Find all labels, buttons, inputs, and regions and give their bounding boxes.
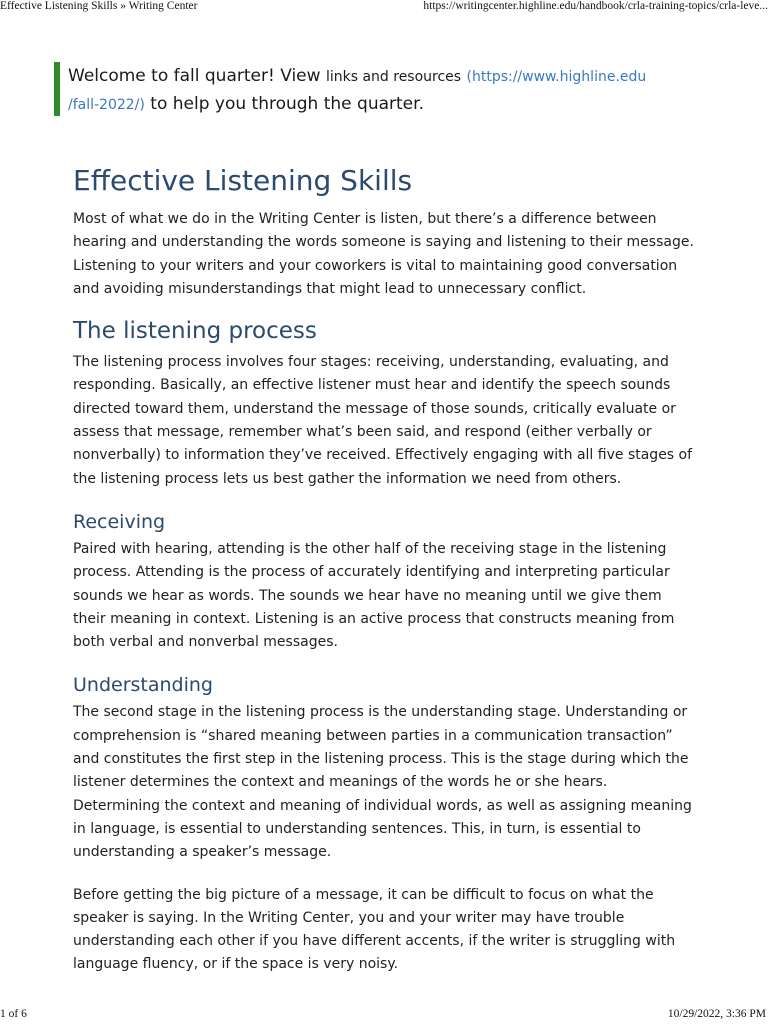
heading-listening-process: The listening process xyxy=(73,318,317,345)
notice-line-1 xyxy=(68,62,654,91)
notice-text-before: Welcome to fall quarter! View xyxy=(68,66,326,86)
receiving-paragraph: Paired with hearing, attending is the other half of the receiving stage in the listening process. Attending is the process of accurately identifying and interpreting particular sounds we hear as words. The sounds we hear have no meaning until we give them their meaning in context. Listening is an active process that constructs meaning from both verbal and nonverbal messages. xyxy=(73,540,675,651)
intro-paragraph: Most of what we do in the Writing Center is listen, but there’s a difference between hearing and understanding the words someone is saying and listening to their message. Listening to your writers and your coworkers is vital to maintaining good conversation and avoiding misunderstandings that might lead to unnecessary conflict. xyxy=(73,211,694,297)
notice-url-part-1[interactable]: (https://www.highline.edu xyxy=(466,69,647,85)
notice-link[interactable]: links and resources xyxy=(325,69,462,85)
understanding-paragraph-2: Before getting the big picture of a message, it can be difficult to focus on what the speaker is saying. In the Writing Center, you and your writer may have trouble understanding each other if you have different accents, if the writer is struggling with language fluency, or if the space is very noisy. xyxy=(73,886,676,973)
print-header-url: https://writingcenter.highline.edu/handbook/crla-training-topics/crla-leve... xyxy=(423,0,768,12)
notice-line-2 xyxy=(68,91,654,118)
article xyxy=(73,160,698,977)
print-datetime: 10/29/2022, 3:36 PM xyxy=(667,1008,766,1020)
understanding-paragraph-1: The second stage in the listening process is the understanding stage. Understanding or comprehension is “shared meaning between parties in a communication transaction” and constitutes the first step in the listening process. This is the stage during which the listener determines the context and meanings of the words he or she hears. Determining the context and meaning of individual words, as well as assigning meaning in language, is essential to understanding sentences. This, in turn, is essential to understanding a speaker’s message. xyxy=(73,704,692,861)
print-header xyxy=(0,0,768,18)
notice-url-part-2[interactable]: /fall-2022/) xyxy=(68,97,145,113)
print-header-title: Effective Listening Skills » Writing Center xyxy=(0,0,198,12)
heading-understanding: Understanding xyxy=(73,674,213,697)
page-number: 1 of 6 xyxy=(0,1008,27,1020)
listening-process-paragraph: The listening process involves four stages: receiving, understanding, evaluating, and responding. Basically, an effective listener must hear and identify the speech sounds directed toward them, understand the message of those sounds, critically evaluate or assess that message, remember what’s been said, and respond (either verbally or nonverbally) to information they’ve received. Effectively engaging with all five stages of the listening process lets us best gather the information we need from others. xyxy=(73,354,693,487)
print-footer xyxy=(0,1008,768,1024)
notice-text-after: to help you through the quarter. xyxy=(144,94,424,114)
heading-receiving: Receiving xyxy=(73,510,166,533)
page-title: Effective Listening Skills xyxy=(73,164,413,197)
fall-quarter-notice xyxy=(54,62,654,116)
